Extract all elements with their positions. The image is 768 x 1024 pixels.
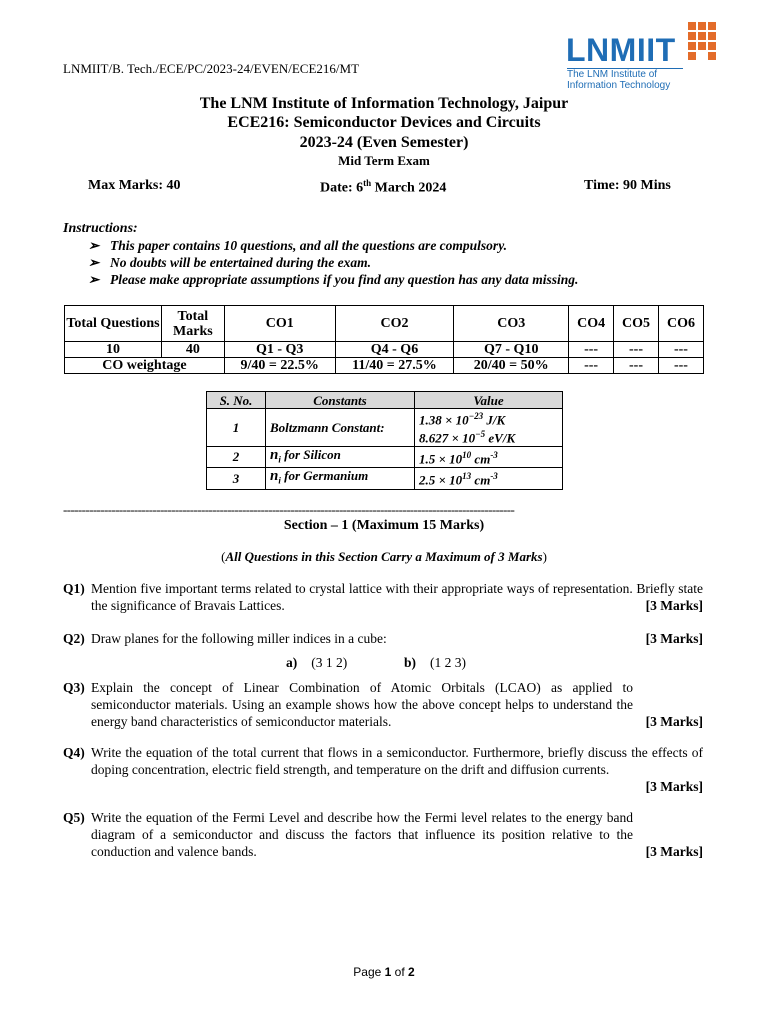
question-text: Explain the concept of Linear Combination of Atomic Orbitals (LCAO) as applied to semiconductor materials. Using an example shows how the above concept helps to understand the energy band characteristics of semiconductor materials. (91, 680, 633, 729)
question-number: Q5) (63, 810, 85, 825)
header-value: Value (415, 392, 563, 409)
course-outcome-table (64, 305, 704, 374)
question-1 (63, 580, 703, 614)
question-text: Draw planes for the following miller indices in a cube: (91, 631, 387, 646)
logo-text: LNMIIT (566, 32, 676, 68)
document-code: LNMIIT/B. Tech./ECE/PC/2023-24/EVEN/ECE216/MT (63, 61, 360, 76)
section-title: Section – 1 (Maximum 15 Marks) (283, 518, 485, 533)
arrow-bullet-icon: ➢ (88, 255, 100, 270)
instruction-item: ➢ No doubts will be entertained during the exam. (88, 255, 372, 270)
exam-title: Mid Term Exam (338, 153, 430, 168)
exam-duration: Time: 90 Mins (584, 178, 671, 193)
question-number: Q2) (63, 631, 85, 646)
arrow-bullet-icon: ➢ (88, 272, 100, 287)
question-text: Write the equation of the Fermi Level and describe how the Fermi level relates to the energy band diagram of a semiconductor and discuss the factors that influence its position relative to the conduction and valence bands. (91, 810, 633, 859)
course-title: ECE216: Semiconductor Devices and Circuits (227, 114, 541, 131)
question-marks: [3 Marks] (645, 779, 703, 794)
table-row: 1 Boltzmann Constant: $1.38 \times 10^{-23}$ J/K $8.627 \times 10^{-5}$ eV/K (207, 409, 563, 447)
instructions-title: Instructions: (63, 221, 138, 236)
question-marks: [3 Marks] (645, 714, 703, 729)
question-text: Mention five important terms related to crystal lattice with their appropriate ways of representation. Briefly state the significance of Bravais Lattices. (91, 581, 703, 613)
header-co4: CO4 (569, 306, 614, 342)
table-row: 2 $n_i$ for Silicon $1.5 \times 10^{10}$ $cm^{-3}$ (207, 446, 563, 468)
option-b: b) (1 2 3) (404, 655, 467, 670)
question-number: Q3) (63, 680, 85, 695)
header-sno: S. No. (207, 392, 266, 409)
header-co6: CO6 (658, 306, 703, 342)
dashed-separator: ------------------------------------------------------------------------------------------------------------------------- (63, 502, 515, 517)
page-number: Page 1 of 2 (353, 965, 415, 979)
instruction-item: ➢ Please make appropriate assumptions if you find any question has any data missing. (88, 272, 579, 287)
question-2 (63, 630, 703, 647)
table-row: CO weightage 9/40 = 22.5% 11/40 = 27.5% 20/40 = 50% --- --- --- (65, 358, 704, 374)
max-marks: Max Marks: 40 (88, 178, 181, 193)
lnmiit-logo (563, 22, 723, 94)
arrow-bullet-icon: ➢ (88, 238, 100, 253)
section-note: (All Questions in this Section Carry a Maximum of 3 Marks) (221, 549, 547, 564)
question-3 (63, 679, 703, 730)
instruction-item: ➢ This paper contains 10 questions, and all the questions are compulsory. (88, 238, 508, 253)
table-row: 10 40 Q1 - Q3 Q4 - Q6 Q7 - Q10 --- --- --- (65, 342, 704, 358)
header-co1: CO1 (224, 306, 335, 342)
header-co2: CO2 (335, 306, 454, 342)
header-total-marks: Total Marks (161, 306, 224, 342)
institute-name: The LNM Institute of Information Technology, Jaipur (199, 95, 569, 112)
question-4 (63, 744, 703, 794)
option-a: a) (3 1 2) (286, 655, 348, 670)
exam-date: Date: 6th March 2024 (320, 178, 447, 196)
question-5 (63, 809, 703, 860)
header-total-questions: Total Questions (65, 306, 162, 342)
question-number: Q1) (63, 581, 85, 596)
question-text: Write the equation of the total current that flows in a semiconductor. Furthermore, briefly discuss the effects of doping concentration, electric field strength, and temperature on the drift and diffusion currents. (91, 745, 703, 777)
table-row: 3 $n_i$ for Germanium $2.5 \times 10^{13}$ $cm^{-3}$ (207, 468, 563, 490)
question-marks: [3 Marks] (645, 844, 703, 859)
header-co5: CO5 (614, 306, 659, 342)
header-co3: CO3 (454, 306, 569, 342)
question-marks: [3 Marks] (645, 631, 703, 646)
header-constants: Constants (266, 392, 415, 409)
question-marks: [3 Marks] (645, 598, 703, 613)
constants-table (206, 391, 563, 490)
question-number: Q4) (63, 745, 85, 760)
logo-subtitle: The LNM Institute of Information Technology (567, 69, 671, 91)
session: 2023-24 (Even Semester) (299, 134, 469, 151)
